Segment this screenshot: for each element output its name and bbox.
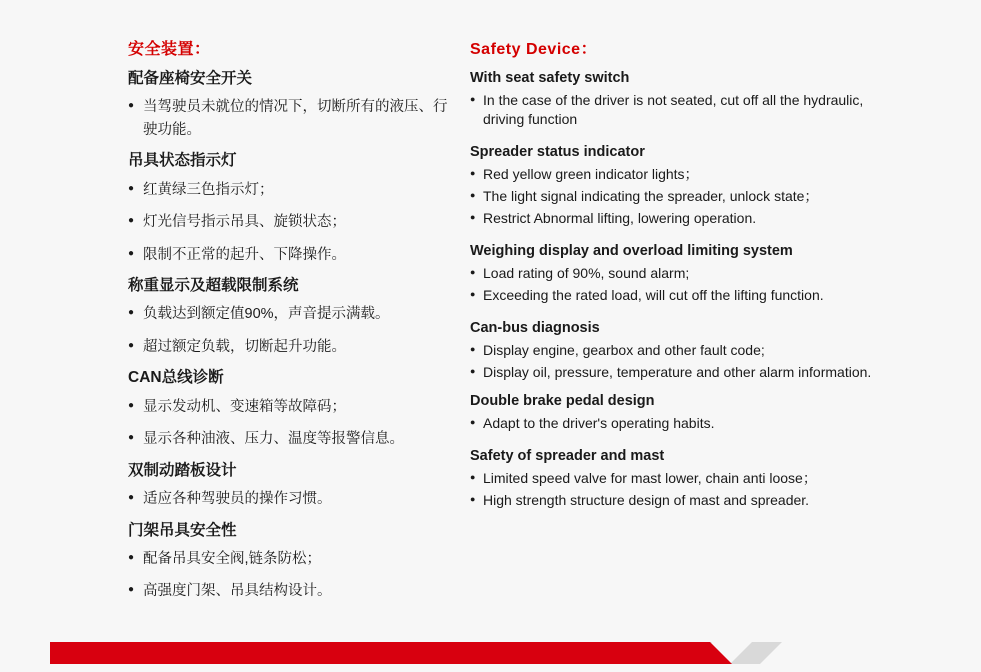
bullet-item: ● 高强度门架、吊具结构设计。 (128, 580, 458, 602)
bullet-item: ● 超过额定负载，切断起升功能。 (128, 336, 458, 358)
footer-decoration (0, 620, 981, 672)
chinese-group-seat-switch (128, 69, 458, 141)
bullet-item: ● 红黄绿三色指示灯； (128, 179, 458, 201)
group-heading: Weighing display and overload limiting system (470, 242, 793, 259)
english-group-spreader-indicator (470, 143, 890, 228)
bullet-item: ● Restrict Abnormal lifting, lowering operation. (470, 209, 890, 228)
bullet-item: ● High strength structure design of mast and spreader. (470, 491, 890, 510)
bullet-item: ● Red yellow green indicator lights； (470, 165, 890, 184)
bullet-item: ● The light signal indicating the spreader, unlock state； (470, 187, 890, 206)
chinese-group-mast-spreader-safety (128, 521, 458, 603)
bullet-item: ● 灯光信号指示吊具、旋锁状态； (128, 211, 458, 233)
bullet-item: ● Load rating of 90%, sound alarm; (470, 264, 890, 283)
english-group-seat-switch (470, 69, 890, 129)
bullet-item: ● 负载达到额定值90%，声音提示满载。 (128, 303, 458, 325)
group-heading: 双制动踏板设计 (128, 461, 237, 479)
chinese-group-can-bus (128, 368, 458, 450)
english-section-title: Safety Device： (470, 41, 598, 58)
bullet-item: ● In the case of the driver is not seated, cut off all the hydraulic, driving function (470, 91, 890, 129)
bullet-item: ● Limited speed valve for mast lower, chain anti loose； (470, 469, 890, 488)
chinese-group-weighing-overload (128, 276, 458, 358)
chinese-column (128, 36, 458, 613)
english-group-weighing-overload (470, 242, 890, 305)
chinese-group-spreader-indicator (128, 151, 458, 266)
group-heading: With seat safety switch (470, 70, 630, 86)
bullet-item: ● Display oil, pressure, temperature and other alarm information. (470, 363, 890, 382)
chinese-group-brake-pedal (128, 461, 458, 511)
bullet-item: ● 显示各种油液、压力、温度等报警信息。 (128, 428, 458, 450)
group-heading: CAN总线诊断 (128, 369, 224, 387)
group-heading: Double brake pedal design (470, 392, 655, 409)
group-heading: 吊具状态指示灯 (128, 152, 237, 170)
group-heading: 配备座椅安全开关 (128, 70, 253, 87)
bullet-item: ● 配备吊具安全阀,链条防松； (128, 548, 458, 570)
bullet-item: ● 限制不正常的起升、下降操作。 (128, 244, 458, 266)
bullet-item: ● Adapt to the driver's operating habits. (470, 414, 890, 433)
english-column (470, 36, 890, 523)
english-group-mast-spreader-safety (470, 447, 890, 510)
group-heading: 门架吊具安全性 (128, 521, 237, 539)
group-heading: Safety of spreader and mast (470, 447, 665, 464)
bullet-item: ● 显示发动机、变速箱等故障码； (128, 396, 458, 418)
bullet-item: ● Exceeding the rated load, will cut off the lifting function. (470, 286, 890, 305)
chinese-section-title: 安全装置： (128, 41, 211, 58)
group-heading: Spreader status indicator (470, 143, 645, 160)
group-heading: Can-bus diagnosis (470, 319, 600, 336)
bullet-item: ● Display engine, gearbox and other fault code; (470, 341, 890, 360)
group-heading: 称重显示及超载限制系统 (128, 277, 299, 295)
bullet-item: ● 当驾驶员未就位的情况下，切断所有的液压、行驶功能。 (128, 96, 458, 141)
english-group-can-bus (470, 319, 890, 382)
bullet-item: ● 适应各种驾驶员的操作习惯。 (128, 488, 458, 510)
english-group-brake-pedal (470, 392, 890, 433)
footer-red-bar (50, 642, 710, 664)
